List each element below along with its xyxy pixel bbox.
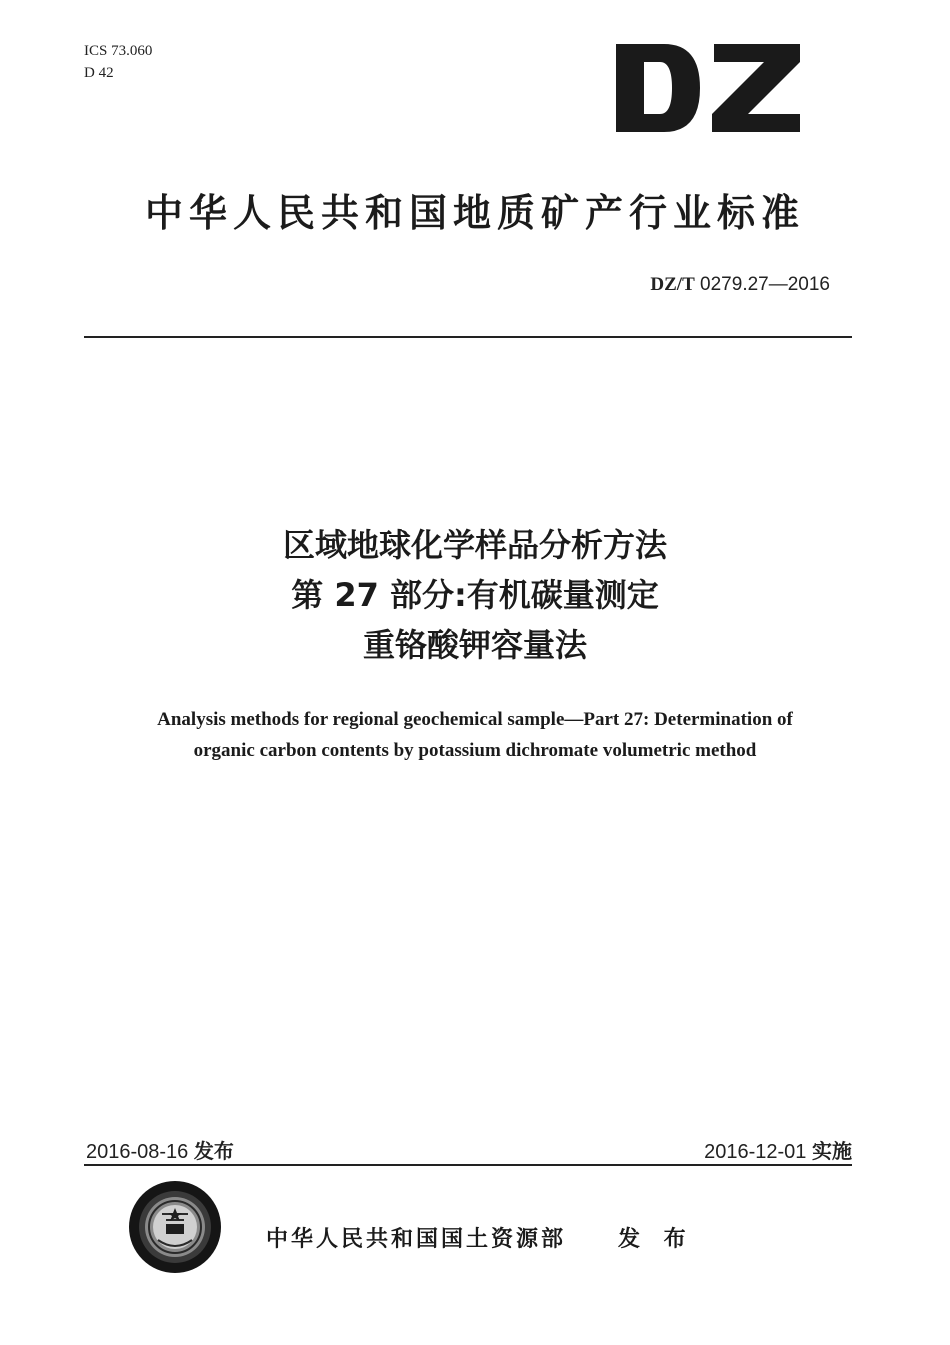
chinese-title-line-1: 区域地球化学样品分析方法 — [282, 526, 667, 564]
dz-logo-icon — [614, 42, 802, 134]
issue-date-value: 2016-08-16 — [86, 1141, 189, 1163]
publisher-name: 中华人民共和国国土资源部 — [266, 1227, 567, 1252]
top-divider — [84, 336, 852, 338]
effective-date-label: 实施 — [812, 1139, 852, 1163]
national-emblem-seal-icon — [128, 1180, 222, 1274]
chinese-title-line-3: 重铬酸钾容量法 — [362, 626, 587, 664]
standard-code-prefix: DZ/T — [650, 274, 695, 295]
standard-category-name: 中华人民共和国地质矿产行业标准 — [144, 191, 805, 235]
effective-date-value: 2016-12-01 — [704, 1141, 807, 1163]
ccs-code: D 42 — [84, 65, 114, 81]
english-title-line-2: organic carbon contents by potassium dichromate volumetric method — [193, 740, 757, 761]
ics-code: ICS 73.060 — [84, 43, 153, 59]
issue-date — [86, 1135, 234, 1164]
publish-label: 发 布 — [618, 1227, 694, 1252]
effective-date — [704, 1135, 852, 1164]
issue-date-label: 发布 — [193, 1139, 234, 1163]
chinese-title-line-2: 第 27 部分:有机碳量测定 — [291, 576, 659, 614]
classification-codes — [84, 40, 152, 84]
standard-code-number: 0279.27—2016 — [700, 274, 830, 295]
english-title — [80, 704, 870, 766]
english-title-line-1: Analysis methods for regional geochemical sample—Part 27: Determination of — [157, 709, 793, 730]
standard-code — [650, 274, 830, 296]
bottom-divider — [84, 1164, 852, 1166]
chinese-title — [0, 520, 950, 670]
